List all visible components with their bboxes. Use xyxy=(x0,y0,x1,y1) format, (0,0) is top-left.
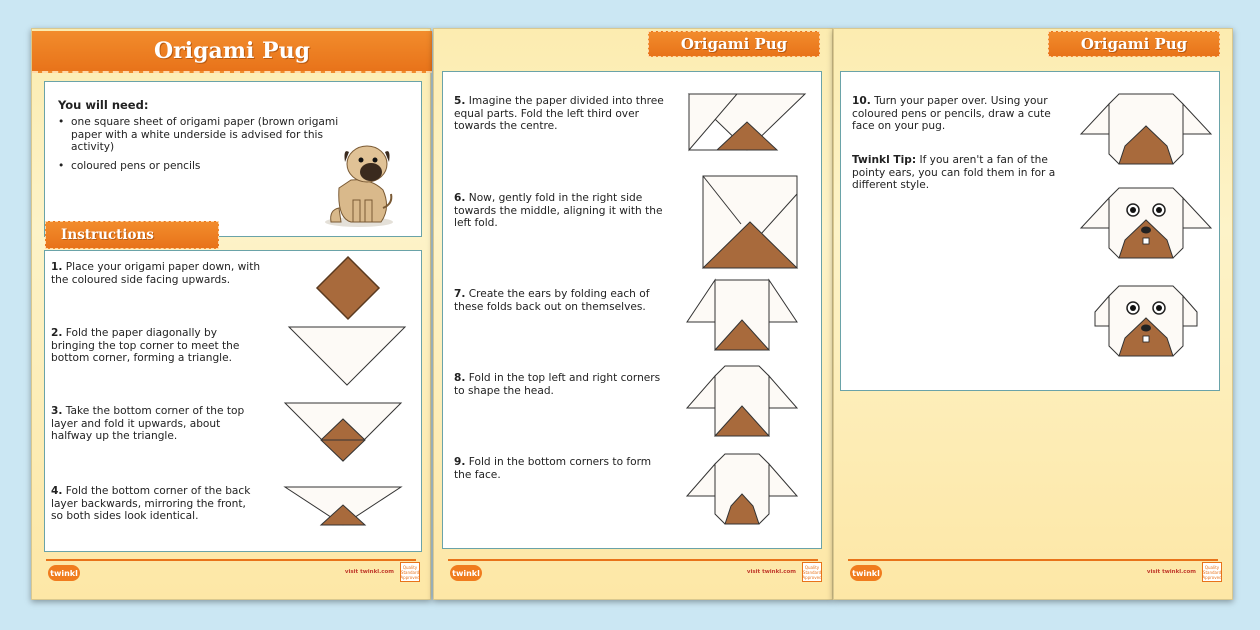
step-text: Create the ears by folding each of these folds back out on themselves. xyxy=(454,288,650,313)
list-item: • one square sheet of origami paper (brown origami paper with a white underside is advised for this activity) xyxy=(58,116,358,154)
step-6 xyxy=(454,192,664,230)
page-1-title-banner xyxy=(32,31,432,73)
step-2 xyxy=(51,327,261,365)
step-text: Fold in the top left and right corners to shape the head. xyxy=(454,372,661,397)
you-will-need-box xyxy=(44,81,422,237)
step-text: Fold in the bottom corners to form the face. xyxy=(454,456,652,481)
instructions-heading: Instructions xyxy=(61,227,154,243)
pug-illustration xyxy=(311,138,403,230)
step-number: 7. xyxy=(454,288,466,300)
instructions-box-1 xyxy=(44,250,422,552)
step-6-figure xyxy=(701,174,799,270)
step-text: Place your origami paper down, with the coloured side facing upwards. xyxy=(51,261,261,286)
page-3-title-banner xyxy=(1048,31,1220,57)
step-2-figure xyxy=(287,325,407,387)
step-8 xyxy=(454,372,664,397)
quality-badge: Quality Standard Approved xyxy=(400,562,420,582)
you-will-need-heading: You will need: xyxy=(58,98,149,112)
quality-badge: Quality Standard Approved xyxy=(1202,562,1222,582)
step-9 xyxy=(454,456,664,481)
step-7-figure xyxy=(685,278,799,352)
instructions-box-2 xyxy=(442,71,822,549)
step-number: 1. xyxy=(51,261,63,273)
step-number: 5. xyxy=(454,95,466,107)
pug-face-plain-figure xyxy=(1079,90,1213,166)
step-number: 10. xyxy=(852,95,871,107)
step-4-figure xyxy=(283,485,403,527)
footer-divider xyxy=(448,559,818,561)
step-5-figure xyxy=(687,92,807,152)
step-1-figure xyxy=(313,255,383,321)
page-2-title-banner xyxy=(648,31,820,57)
step-number: 8. xyxy=(454,372,466,384)
step-number: 4. xyxy=(51,485,63,497)
twinkl-logo[interactable]: twinkl xyxy=(850,565,882,581)
step-3 xyxy=(51,405,261,443)
page-3 xyxy=(833,28,1233,600)
step-9-figure xyxy=(685,452,799,526)
step-10 xyxy=(852,95,1072,133)
step-text: Turn your paper over. Using your coloured pens or pencils, draw a cute face on your pug. xyxy=(852,95,1051,132)
tip-label: Twinkl Tip: xyxy=(852,154,917,166)
step-text: Fold the paper diagonally by bringing the top corner to meet the bottom corner, forming a triangle. xyxy=(51,327,240,364)
instructions-box-3 xyxy=(840,71,1220,391)
step-3-figure xyxy=(283,401,403,463)
pug-face-no-ears-figure xyxy=(1091,282,1201,358)
page-title: Origami Pug xyxy=(1080,35,1188,53)
page-title: Origami Pug xyxy=(154,38,310,64)
page-2 xyxy=(433,28,833,600)
step-number: 6. xyxy=(454,192,466,204)
step-5 xyxy=(454,95,674,133)
footer-url[interactable]: visit twinkl.com xyxy=(746,569,796,575)
step-text: Now, gently fold in the right side towards the middle, aligning it with the left fold. xyxy=(454,192,663,229)
step-text: Fold the bottom corner of the back layer backwards, mirroring the front, so both sides look identical. xyxy=(51,485,251,522)
tip-text: If you aren't a fan of the pointy ears, you can fold them in for a different style. xyxy=(852,154,1056,191)
step-text: Take the bottom corner of the top layer and fold it upwards, about halfway up the triangle. xyxy=(51,405,245,442)
page-1 xyxy=(31,28,431,600)
twinkl-tip xyxy=(852,154,1072,192)
twinkl-logo[interactable]: twinkl xyxy=(48,565,80,581)
step-4 xyxy=(51,485,261,523)
step-number: 2. xyxy=(51,327,63,339)
step-1 xyxy=(51,261,271,286)
pug-face-drawn-figure xyxy=(1079,184,1213,260)
page-title: Origami Pug xyxy=(680,35,788,53)
step-text: Imagine the paper divided into three equal parts. Fold the left third over towards the centre. xyxy=(454,95,664,132)
instructions-tab xyxy=(45,221,219,249)
list-item: • coloured pens or pencils xyxy=(58,160,358,173)
twinkl-logo[interactable]: twinkl xyxy=(450,565,482,581)
step-number: 3. xyxy=(51,405,63,417)
step-7 xyxy=(454,288,664,313)
quality-badge: Quality Standard Approved xyxy=(802,562,822,582)
footer-divider xyxy=(46,559,416,561)
step-8-figure xyxy=(685,364,799,438)
footer-url[interactable]: visit twinkl.com xyxy=(344,569,394,575)
footer-url[interactable]: visit twinkl.com xyxy=(1146,569,1196,575)
step-number: 9. xyxy=(454,456,466,468)
footer-divider xyxy=(848,559,1218,561)
